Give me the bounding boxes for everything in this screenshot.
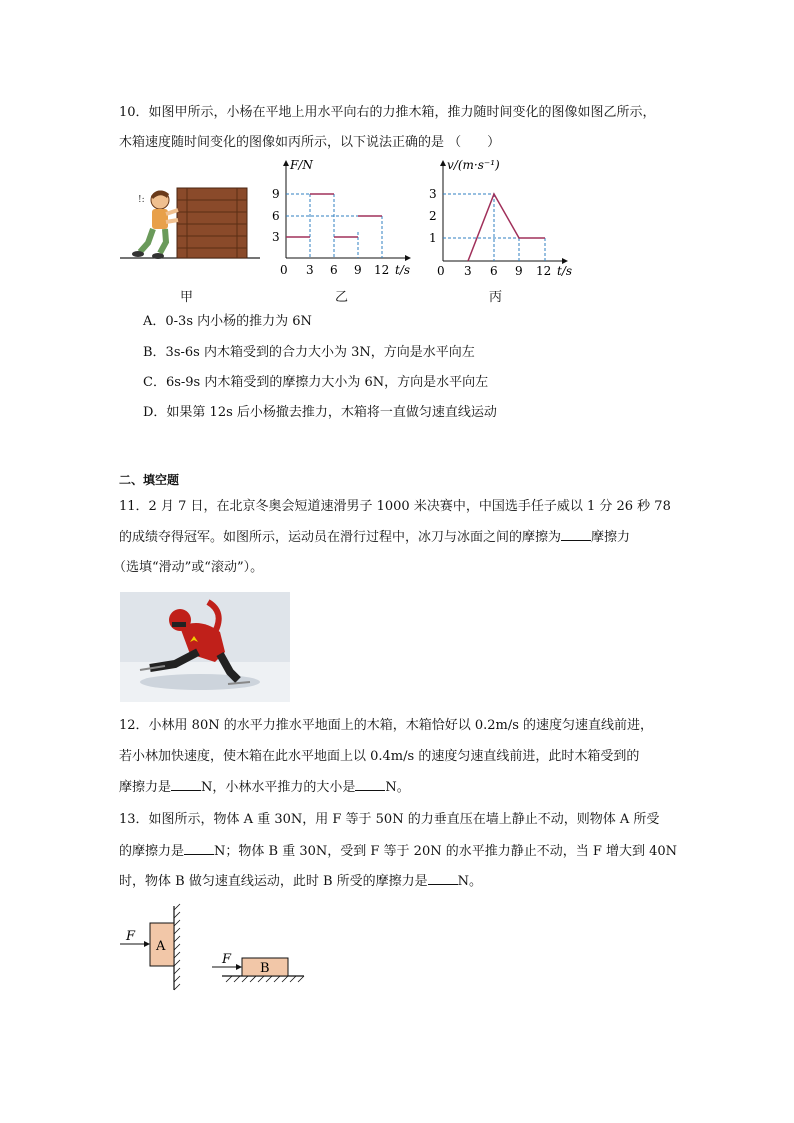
q10-option-a[interactable]: A．0-3s 内小杨的推力为 6N [143,314,312,329]
label-b: B [260,961,270,976]
q11-line2-text: 的成绩夺得冠军。如图所示，运动员在滑行过程中，冰刀与冰面之间的摩擦为 [119,530,562,545]
caption-jia: 甲 [180,290,194,305]
velocity-series [468,194,545,261]
q12-blank-2[interactable] [355,778,385,791]
velocity-xtick-12: 12 [536,264,552,278]
velocity-xtick-3: 3 [464,264,472,278]
velocity-ytick-2: 2 [429,209,437,223]
q13-blank-1[interactable] [184,842,214,855]
velocity-xtick-6: 6 [490,264,498,278]
q10-stem-line1: 10．如图甲所示，小杨在平地上用水平向右的力推木箱，推力随时间变化的图像如图乙所示， [119,105,656,120]
force-ylabel: F/N [290,158,313,172]
speed-skater-photo [120,592,290,702]
label-f-b: F [222,952,232,967]
q10-stem-line2: 木箱速度随时间变化的图像如丙所示，以下说法正确的是 （ ） [119,135,501,150]
q12-line3-text-b: N，小林水平推力的大小是 [201,780,356,795]
q12-line3-text-c: N。 [385,780,410,795]
label-a: A [156,939,166,954]
velocity-xtick-9: 9 [515,264,523,278]
velocity-ytick-3: 3 [429,187,437,201]
q13-line3 [119,872,482,891]
q11-line1: 11．2 月 7 日，在北京冬奥会短道速滑男子 1000 米决赛中，中国选手任子威以 1 分 26 秒 78 [119,499,671,514]
label-f-a: F [126,929,136,944]
force-xtick-6: 6 [330,263,338,277]
q11-line3: （选填“滑动”或“滚动”）。 [113,560,264,575]
force-xtick-3: 3 [306,263,314,277]
q13-line1: 13．如图所示，物体 A 重 30N，用 F 等于 50N 的力垂直压在墙上静止不动，则物体 A 所受 [119,812,660,827]
velocity-ytick-1: 1 [429,231,437,245]
velocity-origin: 0 [437,264,445,278]
q11-line2-suffix: 摩擦力 [591,530,631,545]
q10-option-c[interactable]: C．6s-9s 内木箱受到的摩擦力大小为 6N，方向是水平向左 [143,375,489,390]
force-origin: 0 [280,263,288,277]
q12-line3-text-a: 摩擦力是 [119,780,172,795]
q12-line3 [119,778,410,797]
q13-line2-text-a: 的摩擦力是 [119,844,185,859]
q11-line2 [119,528,630,547]
q13-line2 [119,842,677,861]
force-ytick-3: 3 [272,230,280,244]
caption-yi: 乙 [335,290,349,305]
q12-blank-1[interactable] [171,778,201,791]
section-heading: 二、填空题 [119,473,180,487]
q13-blank-2[interactable] [428,872,458,885]
q13-line3-text-b: N。 [457,874,483,889]
velocity-ylabel: v/(m·s⁻¹) [447,158,500,172]
force-ytick-9: 9 [272,187,280,201]
q12-line2: 若小林加快速度，使木箱在此水平地面上以 0.4m/s 的速度匀速直线前进，此时木箱受到的 [119,749,640,764]
q13-line3-text-a: 时，物体 B 做匀速直线运动，此时 B 所受的摩擦力是 [119,874,428,889]
svg-text:!:: !: [138,195,145,205]
figure-bing-velocity-graph [425,155,575,280]
force-xlabel: t/s [395,263,411,277]
figure-blocks-a-b [118,902,318,997]
force-xtick-9: 9 [354,263,362,277]
q11-blank-1[interactable] [561,528,591,541]
figure-jia-boy-pushing-box [120,180,260,265]
caption-bing: 丙 [489,290,503,305]
q13-line2-text-b: N；物体 B 重 30N，受到 F 等于 20N 的水平推力静止不动，当 F 增大到 40N [214,844,678,859]
q10-option-d[interactable]: D．如果第 12s 后小杨撤去推力，木箱将一直做匀速直线运动 [143,405,497,420]
figure-yi-force-graph [268,155,418,280]
q10-option-b[interactable]: B．3s-6s 内木箱受到的合力大小为 3N，方向是水平向左 [143,345,475,360]
q12-line1: 12．小林用 80N 的水平力推水平地面上的木箱，木箱恰好以 0.2m/s 的速度匀速直线前进， [119,718,654,733]
velocity-xlabel: t/s [557,264,573,278]
force-xtick-12: 12 [374,263,390,277]
force-ytick-6: 6 [272,209,280,223]
